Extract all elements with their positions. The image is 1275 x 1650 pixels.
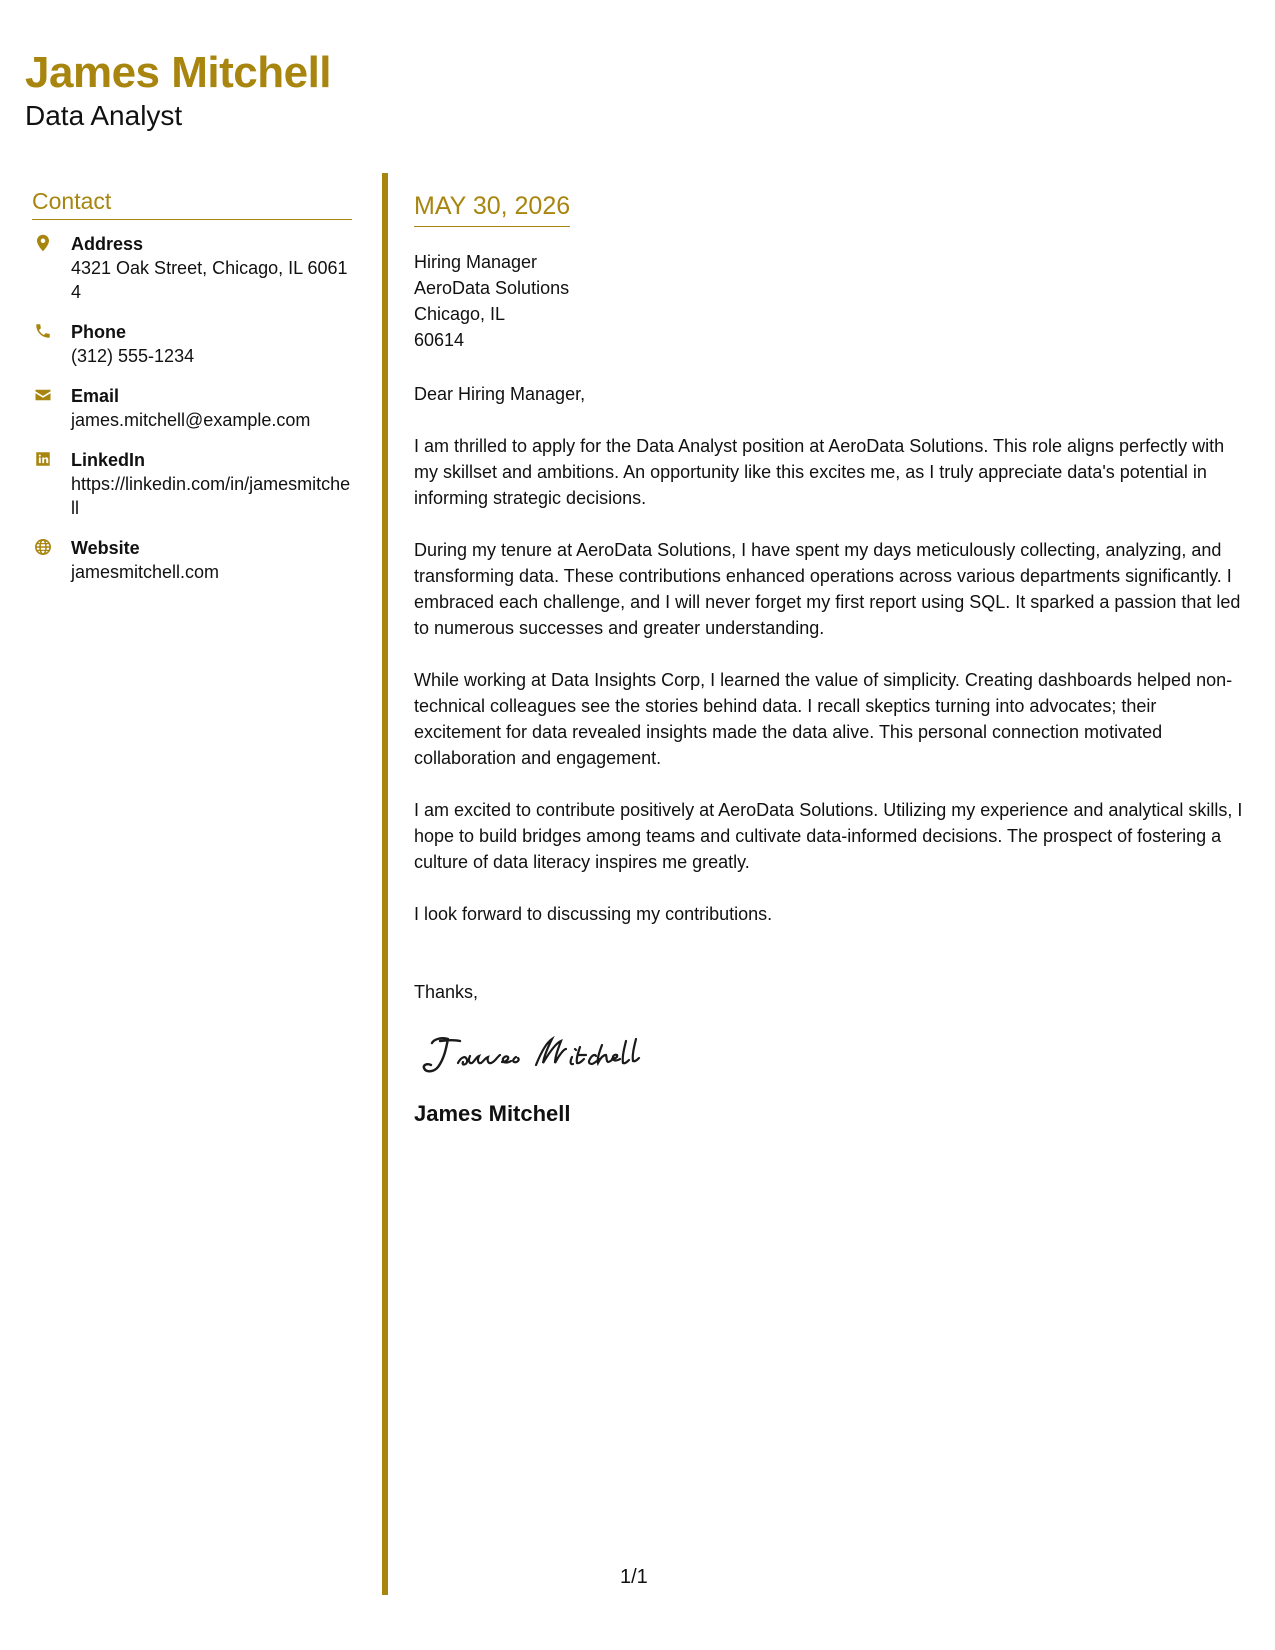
contact-sidebar <box>32 188 352 600</box>
page-number: 1/1 <box>620 1566 648 1588</box>
body-paragraph: I am thrilled to apply for the Data Analyst position at AeroData Solutions. This role aligns perfectly with my skillset and ambitions. An opportunity like this excites me, as I truly appreciate data's potential in informing strategic decisions. <box>414 436 1225 508</box>
recipient-line: Hiring Manager <box>414 252 538 272</box>
signature-drawing <box>414 1029 674 1083</box>
handwritten-signature <box>414 1029 1244 1083</box>
body-paragraph: During my tenure at AeroData Solutions, I have spent my days meticulously collecting, analyzing, and transforming data. These contributions enhanced operations across various departments significantly. I embraced each challenge, and I will never forget my first report using SQL. It sparked a passion that led to numerous successes and greater understanding. <box>414 540 1241 638</box>
contact-item-website <box>32 536 352 584</box>
contact-label: Phone <box>71 322 127 342</box>
recipient-block <box>414 249 1244 353</box>
contact-item-phone <box>32 320 352 368</box>
vertical-divider <box>382 173 388 1595</box>
email-value[interactable]: james.mitchell@example.com <box>71 410 311 430</box>
body-paragraph: I am excited to contribute positively at AeroData Solutions. Utilizing my experience and analytical skills, I hope to build bridges among teams and cultivate data-informed decisions. The prospect of fostering a culture of data literacy inspires me greatly. <box>414 800 1243 872</box>
contact-heading: Contact <box>32 188 352 220</box>
contact-item-email <box>32 384 352 432</box>
phone-icon <box>34 322 52 340</box>
contact-item-linkedin <box>32 448 352 520</box>
body-paragraph: I look forward to discussing my contributions. <box>414 904 773 924</box>
globe-icon <box>34 538 52 556</box>
linkedin-value[interactable]: https://linkedin.com/in/jamesmitchell <box>71 474 351 518</box>
salutation: Dear Hiring Manager, <box>414 384 586 404</box>
contact-label: Address <box>71 234 144 254</box>
job-title: Data Analyst <box>25 100 183 131</box>
map-pin-icon <box>34 234 52 252</box>
closing: Thanks, <box>414 982 479 1002</box>
linkedin-icon <box>34 450 52 468</box>
contact-label: Email <box>71 386 120 406</box>
signed-name: James Mitchell <box>414 1101 571 1126</box>
envelope-icon <box>34 386 52 404</box>
letter-date: MAY 30, 2026 <box>414 190 570 227</box>
address-value: 4321 Oak Street, Chicago, IL 60614 <box>71 258 348 302</box>
contact-label: Website <box>71 538 140 558</box>
recipient-line: AeroData Solutions <box>414 278 570 298</box>
phone-value: (312) 555-1234 <box>71 346 195 366</box>
contact-label: LinkedIn <box>71 450 146 470</box>
website-value[interactable]: jamesmitchell.com <box>71 562 220 582</box>
letter-body <box>414 190 1244 1127</box>
recipient-line: 60614 <box>414 330 465 350</box>
applicant-name: James Mitchell <box>25 48 332 97</box>
body-paragraph: While working at Data Insights Corp, I learned the value of simplicity. Creating dashboards helped non-technical colleagues see the stories behind data. I recall skeptics turning into advocates; their excitement for data revealed insights made the data alive. This personal connection motivated collaboration and engagement. <box>414 670 1233 768</box>
recipient-line: Chicago, IL <box>414 304 506 324</box>
contact-item-address <box>32 232 352 304</box>
